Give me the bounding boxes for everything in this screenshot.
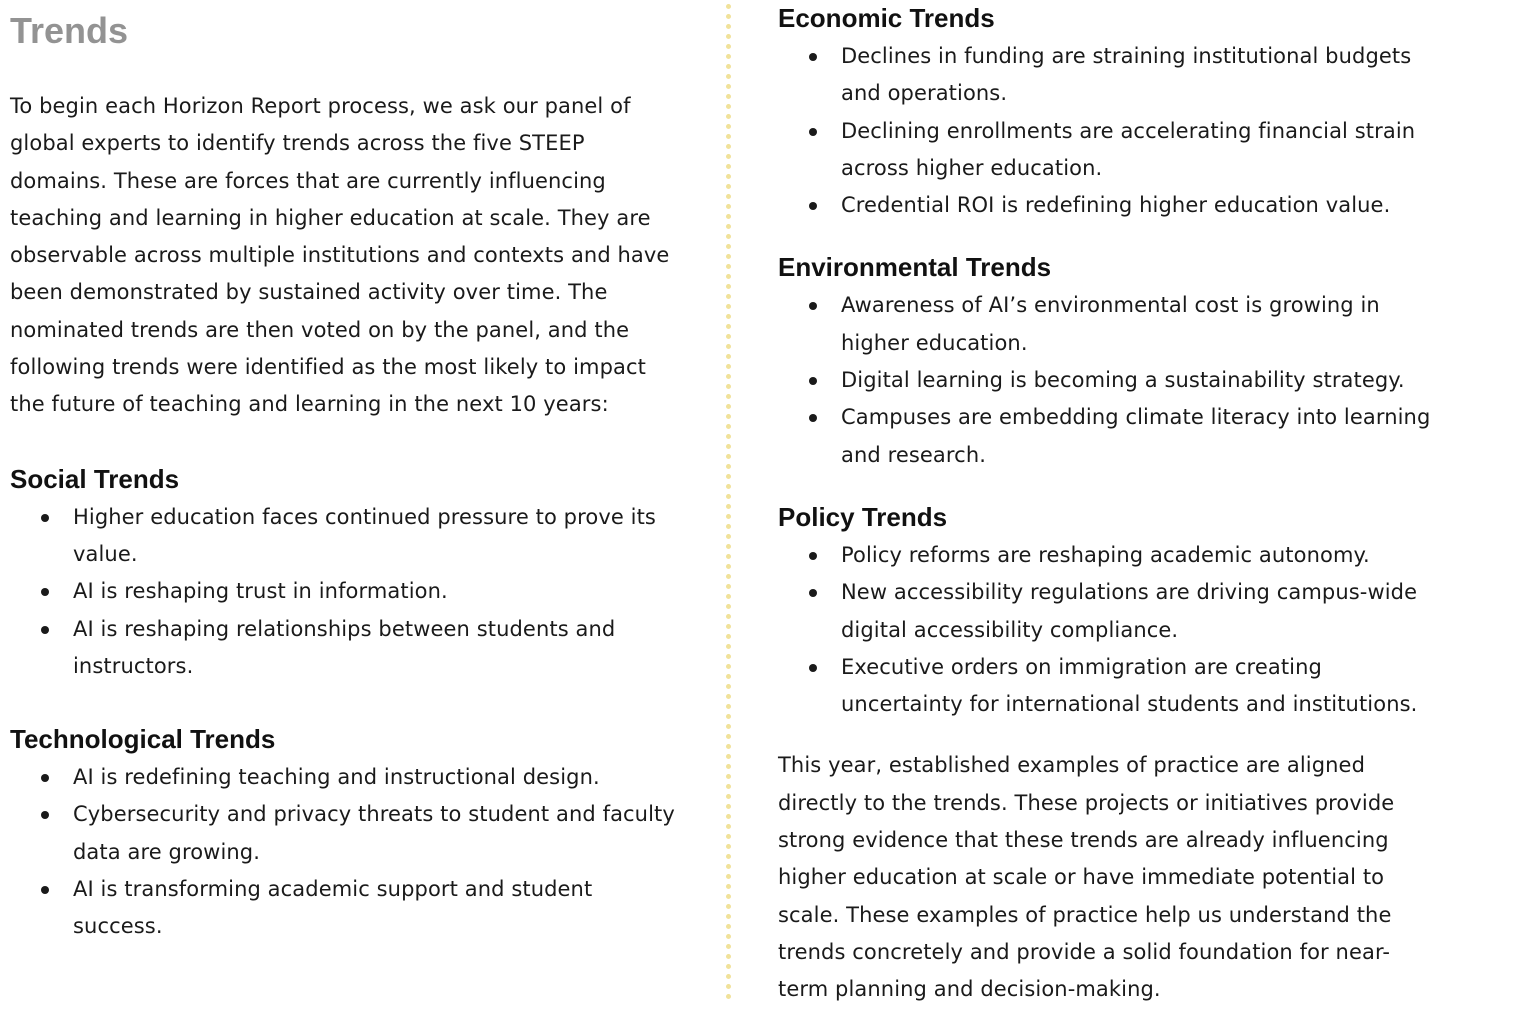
list-item-text: AI is reshaping relationships between students and instructors. (73, 616, 616, 678)
left-column (10, 0, 700, 946)
technological-trends-list (10, 759, 700, 945)
closing-paragraph: This year, established examples of practice are aligned directly to the trends. These projects or initiatives provide strong evidence that these trends are already influencing higher education at scale or have immediate potential to scale. These examples of practice help us understand the trends concretely and provide a solid foundation for near-term planning and decision-making. (778, 753, 1395, 1002)
social-trends-list (10, 499, 700, 685)
list-item (778, 287, 1441, 362)
bullet-icon (41, 514, 49, 522)
list-item (10, 796, 685, 871)
intro-paragraph: To begin each Horizon Report process, we ask our panel of global experts to identify trends across the five STEEP domains. These are forces that are currently influencing teaching and learning in higher education at scale. They are observable across multiple institutions and contexts and have been demonstrated by sustained activity over time. The nominated trends are then voted on by the panel, and the following trends were identified as the most likely to impact the future of teaching and learning in the next 10 years: (10, 94, 670, 417)
bullet-icon (41, 774, 49, 782)
right-column (778, 0, 1478, 1009)
page-title: Trends (10, 10, 129, 51)
list-item (10, 611, 685, 686)
list-item (778, 649, 1441, 724)
list-item (778, 113, 1441, 188)
bullet-icon (809, 128, 817, 136)
list-item (778, 574, 1441, 649)
environmental-trends-heading: Environmental Trends (778, 252, 1052, 283)
list-item-text: AI is transforming academic support and student success. (73, 877, 593, 939)
policy-trends-heading: Policy Trends (778, 501, 948, 532)
list-item (10, 499, 685, 574)
column-divider (726, 4, 731, 1000)
list-item-text: Credential ROI is redefining higher education value. (841, 193, 1391, 218)
list-item-text: Campuses are embedding climate literacy into learning and research. (841, 405, 1431, 467)
list-item-text: Higher education faces continued pressure to prove its value. (73, 504, 656, 566)
bullet-icon (809, 414, 817, 422)
list-item-text: Digital learning is becoming a sustainability strategy. (841, 368, 1405, 393)
bullet-icon (809, 202, 817, 210)
bullet-icon (809, 377, 817, 385)
list-item (778, 399, 1441, 474)
list-item (778, 38, 1441, 113)
bullet-icon (809, 589, 817, 597)
bullet-icon (41, 811, 49, 819)
bullet-icon (41, 886, 49, 894)
list-item-text: Executive orders on immigration are creating uncertainty for international students and institutions. (841, 654, 1418, 717)
bullet-icon (809, 664, 817, 672)
list-item (10, 759, 685, 796)
policy-trends-list (778, 537, 1478, 723)
list-item-text: Declines in funding are straining institutional budgets and operations. (841, 44, 1412, 106)
list-item (778, 537, 1441, 574)
social-trends-heading: Social Trends (10, 463, 180, 494)
bullet-icon (41, 626, 49, 634)
bullet-icon (41, 588, 49, 596)
list-item (10, 871, 685, 946)
economic-trends-list (778, 38, 1478, 224)
list-item-text: Policy reforms are reshaping academic autonomy. (841, 542, 1370, 567)
economic-trends-heading: Economic Trends (778, 3, 995, 33)
list-item-text: New accessibility regulations are driving campus-wide digital accessibility compliance. (841, 580, 1418, 642)
list-item-text: Awareness of AI’s environmental cost is growing in higher education. (841, 293, 1380, 355)
list-item (778, 362, 1441, 399)
list-item-text: Cybersecurity and privacy threats to student and faculty data are growing. (73, 802, 675, 864)
list-item (778, 187, 1441, 224)
environmental-trends-list (778, 287, 1478, 473)
list-item (10, 573, 685, 610)
technological-trends-heading: Technological Trends (10, 724, 276, 755)
list-item-text: AI is redefining teaching and instructional design. (73, 765, 600, 790)
bullet-icon (809, 53, 817, 61)
bullet-icon (809, 552, 817, 560)
list-item-text: AI is reshaping trust in information. (73, 579, 448, 604)
bullet-icon (809, 302, 817, 310)
list-item-text: Declining enrollments are accelerating financial strain across higher education. (841, 118, 1416, 180)
